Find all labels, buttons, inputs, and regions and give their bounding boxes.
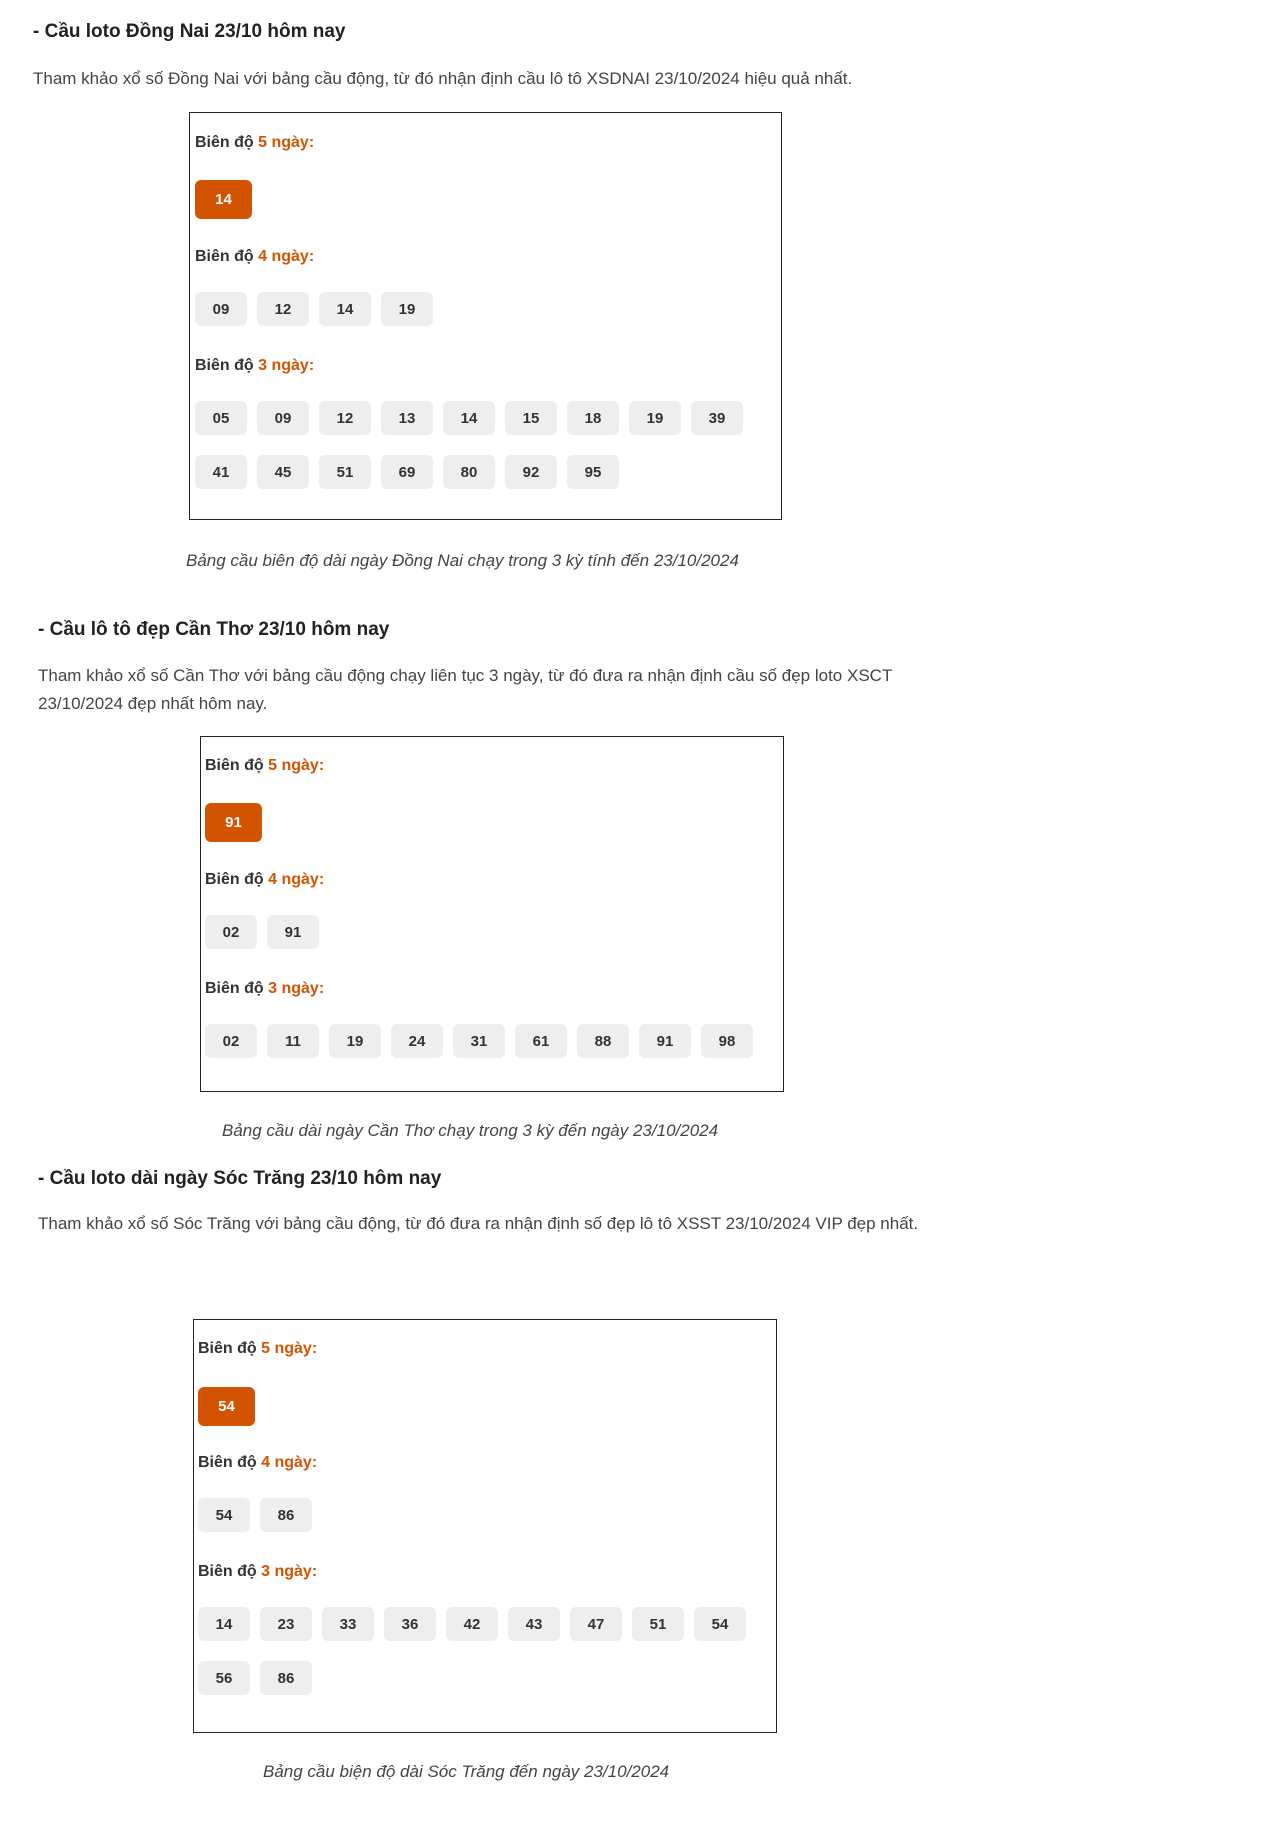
- group-label: Biên độ 3 ngày:: [195, 357, 315, 374]
- group-label: Biên độ 4 ngày:: [195, 248, 315, 265]
- number-row: [205, 803, 262, 842]
- number-chip[interactable]: 19: [381, 292, 433, 326]
- number-chip[interactable]: 14: [195, 180, 252, 219]
- number-chip[interactable]: 91: [205, 803, 262, 842]
- number-chip[interactable]: 05: [195, 401, 247, 435]
- number-chip[interactable]: 42: [446, 1607, 498, 1641]
- number-chip[interactable]: 69: [381, 455, 433, 489]
- group-label: Biên độ 3 ngày:: [198, 1563, 318, 1580]
- number-row: [198, 1387, 255, 1426]
- section-paragraph: Tham khảo xổ số Cần Thơ với bảng cầu động chạy liên tục 3 ngày, từ đó đưa ra nhận định cầu số đẹp loto XSCT 23/10/2024 đẹp nhất hôm nay.: [38, 666, 893, 713]
- loto-table: [193, 1319, 777, 1733]
- number-chip[interactable]: 43: [508, 1607, 560, 1641]
- table-caption: Bảng cầu biên độ dài ngày Đồng Nai chạy trong 3 kỳ tính đến 23/10/2024: [186, 551, 739, 570]
- section-heading: - Cầu loto dài ngày Sóc Trăng 23/10 hôm nay: [38, 1168, 442, 1189]
- number-chip[interactable]: 92: [505, 455, 557, 489]
- number-chip[interactable]: 56: [198, 1661, 250, 1695]
- number-chip[interactable]: 80: [443, 455, 495, 489]
- number-chip[interactable]: 02: [205, 915, 257, 949]
- number-chip[interactable]: 09: [257, 401, 309, 435]
- number-chip[interactable]: 91: [267, 915, 319, 949]
- number-row: [198, 1661, 312, 1695]
- table-caption: Bảng cầu biện độ dài Sóc Trăng đến ngày 23/10/2024: [263, 1762, 670, 1781]
- number-chip[interactable]: 13: [381, 401, 433, 435]
- number-chip[interactable]: 09: [195, 292, 247, 326]
- loto-table: [200, 736, 784, 1092]
- number-row: [205, 1024, 753, 1058]
- table-caption: Bảng cầu dài ngày Cần Thơ chạy trong 3 kỳ đến ngày 23/10/2024: [222, 1121, 719, 1140]
- number-chip[interactable]: 54: [198, 1498, 250, 1532]
- number-chip[interactable]: 51: [319, 455, 371, 489]
- group-label: Biên độ 5 ngày:: [195, 134, 315, 151]
- number-chip[interactable]: 98: [701, 1024, 753, 1058]
- group-label: Biên độ 5 ngày:: [198, 1340, 318, 1357]
- number-chip[interactable]: 45: [257, 455, 309, 489]
- number-chip[interactable]: 88: [577, 1024, 629, 1058]
- number-chip[interactable]: 39: [691, 401, 743, 435]
- number-chip[interactable]: 41: [195, 455, 247, 489]
- number-chip[interactable]: 14: [198, 1607, 250, 1641]
- number-chip[interactable]: 18: [567, 401, 619, 435]
- number-row: [195, 180, 252, 219]
- number-chip[interactable]: 11: [267, 1024, 319, 1058]
- number-row: [198, 1498, 312, 1532]
- group-label: Biên độ 3 ngày:: [205, 980, 325, 997]
- group-label: Biên độ 5 ngày:: [205, 757, 325, 774]
- number-chip[interactable]: 54: [694, 1607, 746, 1641]
- number-chip[interactable]: 19: [329, 1024, 381, 1058]
- number-chip[interactable]: 23: [260, 1607, 312, 1641]
- number-chip[interactable]: 86: [260, 1661, 312, 1695]
- number-chip[interactable]: 47: [570, 1607, 622, 1641]
- loto-table: [189, 112, 782, 520]
- number-row: [195, 292, 433, 326]
- number-row: [195, 401, 743, 435]
- number-chip[interactable]: 14: [319, 292, 371, 326]
- section-paragraph: Tham khảo xổ số Sóc Trăng với bảng cầu động, từ đó đưa ra nhận định số đẹp lô tô XSST 23/10/2024 VIP đẹp nhất.: [38, 1214, 919, 1233]
- section-paragraph: Tham khảo xổ số Đồng Nai với bảng cầu động, từ đó nhận định cầu lô tô XSDNAI 23/10/2024 hiệu quả nhất.: [33, 69, 853, 88]
- number-chip[interactable]: 91: [639, 1024, 691, 1058]
- section-heading: - Cầu lô tô đẹp Cần Thơ 23/10 hôm nay: [38, 619, 390, 640]
- number-chip[interactable]: 31: [453, 1024, 505, 1058]
- number-chip[interactable]: 12: [319, 401, 371, 435]
- number-chip[interactable]: 15: [505, 401, 557, 435]
- number-chip[interactable]: 36: [384, 1607, 436, 1641]
- number-chip[interactable]: 54: [198, 1387, 255, 1426]
- group-label: Biên độ 4 ngày:: [198, 1454, 318, 1471]
- number-row: [195, 455, 619, 489]
- section-heading: - Cầu loto Đồng Nai 23/10 hôm nay: [33, 21, 346, 42]
- number-chip[interactable]: 33: [322, 1607, 374, 1641]
- number-chip[interactable]: 19: [629, 401, 681, 435]
- number-chip[interactable]: 61: [515, 1024, 567, 1058]
- number-chip[interactable]: 95: [567, 455, 619, 489]
- number-row: [205, 915, 319, 949]
- number-chip[interactable]: 14: [443, 401, 495, 435]
- group-label: Biên độ 4 ngày:: [205, 871, 325, 888]
- number-row: [198, 1607, 746, 1641]
- number-chip[interactable]: 12: [257, 292, 309, 326]
- number-chip[interactable]: 51: [632, 1607, 684, 1641]
- number-chip[interactable]: 86: [260, 1498, 312, 1532]
- number-chip[interactable]: 02: [205, 1024, 257, 1058]
- number-chip[interactable]: 24: [391, 1024, 443, 1058]
